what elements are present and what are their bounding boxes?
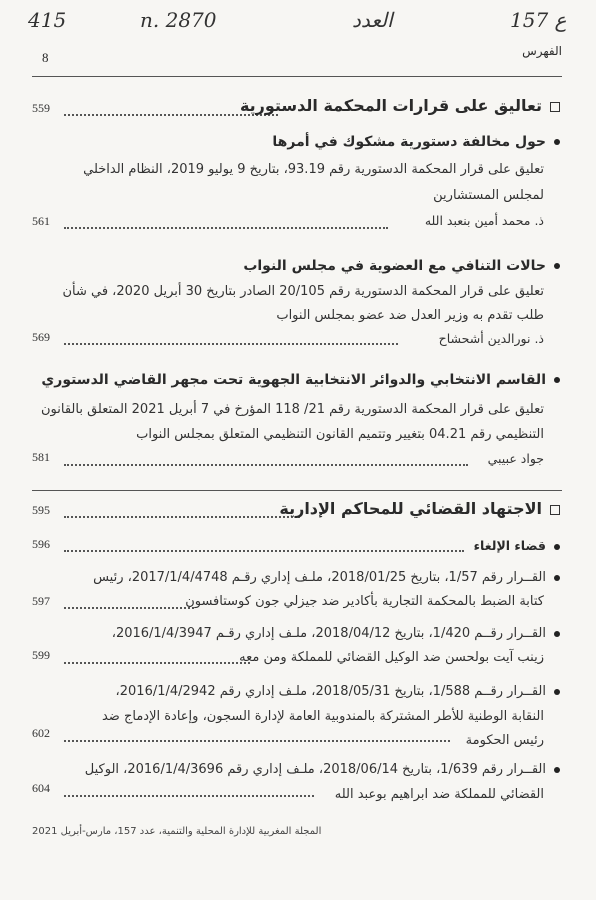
decision-line: النقابة الوطنية للأطر المشتركة بالمندوبية العامة لإدارة السجون، وإعادة الإدماج ضد (101, 709, 544, 724)
item-line: لمجلس المستشارين (433, 188, 544, 203)
dot-leader (64, 464, 468, 466)
item-title: القاسم الانتخابي والدوائر الانتخابية الجهوية تحت مجهر القاضي الدستوري (41, 372, 560, 388)
item-title: حالات التنافي مع العضوية في مجلس النواب (243, 258, 560, 274)
dot-leader (64, 662, 250, 664)
item-title: حول مخالفة دستورية مشكوك في أمرها (272, 134, 560, 150)
dot-leader (64, 516, 300, 518)
item-page-number: 599 (32, 648, 50, 662)
item-page-number: 561 (32, 214, 50, 228)
item-author: ذ. محمد أمين بنعبد الله (424, 213, 544, 228)
bullet-icon (554, 263, 560, 269)
bullet-icon (554, 139, 560, 145)
bullet-icon (554, 767, 560, 773)
handwritten-issue-label: العدد (352, 8, 393, 32)
item-line: تعليق على قرار المحكمة الدستورية رقم 93.19، بتاريخ 9 يوليو 2019، النظام الداخلي (83, 162, 544, 177)
bullet-icon (554, 377, 560, 383)
decision-line: القــرار رقم 1/57، بتاريخ 2018/01/25، ملـف إداري رقـم 2017/1/4/4748، رئيس (93, 570, 560, 585)
page-footer: المجلة المغربية للإدارة المحلية والتنمية، عدد 157، مارس-أبريل 2021 (32, 826, 322, 837)
decision-line: القــرار رقم 1/639، بتاريخ 2018/06/14، ملـف إداري رقم 2016/1/4/3696، الوكيل (85, 762, 560, 777)
section-title: تعاليق على قرارات المحكمة الدستورية (240, 96, 560, 115)
decision-line: القــرار رقــم 1/420، بتاريخ 2018/04/12، ملـف إداري رقـم 2016/1/4/3947، (112, 626, 560, 641)
page-header-title: الفهرس (522, 44, 562, 58)
section-title: الاجتهاد القضائي للمحاكم الإدارية (279, 499, 560, 518)
section-divider (32, 490, 562, 491)
dot-leader (64, 550, 464, 552)
item-author: جواد عبيبي (487, 451, 544, 466)
item-page-number: 602 (32, 726, 50, 740)
bullet-icon (554, 544, 560, 550)
item-page-number: 581 (32, 450, 50, 464)
item-page-number: 604 (32, 781, 50, 795)
handwritten-issue-number: 157 ع (510, 8, 567, 32)
dot-leader (64, 795, 314, 797)
item-page-number: 597 (32, 594, 50, 608)
dot-leader (64, 607, 194, 609)
decision-line: زينب آيت بولحسن ضد الوكيل القضائي للمملكة ومن معه (239, 650, 544, 665)
header-rule (32, 76, 562, 77)
decision-line: القــرار رقــم 1/588، بتاريخ 2018/05/31، ملـف إداري رقم 2016/1/4/2942، (116, 684, 560, 699)
dot-leader (64, 740, 450, 742)
decision-line: كتابة الضبط بالمحكمة التجارية بأكادير ضد جيزلي جون كوستافسون (185, 594, 544, 609)
item-line: تعليق على قرار المحكمة الدستورية رقم 20/105 الصادر بتاريخ 30 أبريل 2020، في شأن (62, 284, 544, 299)
handwritten-reference: n. 2870 (140, 8, 217, 32)
checkbox-square-icon (550, 505, 560, 515)
item-page-number: 569 (32, 330, 50, 344)
item-line: تعليق على قرار المحكمة الدستورية رقم 21/ 118 المؤرخ في 7 أبريل 2021 المتعلق بالقانون (41, 402, 544, 417)
item-line: التنظيمي رقم 04.21 بتغيير وتتميم القانون التنظيمي المتعلق بمجلس النواب (136, 427, 544, 442)
bullet-icon (554, 575, 560, 581)
handwritten-number-415: 415 (28, 8, 67, 32)
decision-line: رئيس الحكومة (465, 733, 544, 748)
checkbox-square-icon (550, 102, 560, 112)
section-page-number: 595 (32, 503, 50, 517)
dot-leader (64, 227, 388, 229)
subsection-title: قضاء الإلغاء (474, 538, 560, 553)
bullet-icon (554, 689, 560, 695)
bullet-icon (554, 631, 560, 637)
dot-leader (64, 343, 398, 345)
decision-line: القضائي للمملكة ضد ابراهيم بوعبد الله (334, 787, 544, 802)
section-page-number: 559 (32, 101, 50, 115)
page-number: 8 (42, 50, 49, 65)
subsection-page-number: 596 (32, 537, 50, 551)
item-line: طلب تقدم به وزير العدل ضد عضو بمجلس النواب (276, 308, 544, 323)
item-author: ذ. نورالدين أشحشاح (438, 331, 544, 346)
